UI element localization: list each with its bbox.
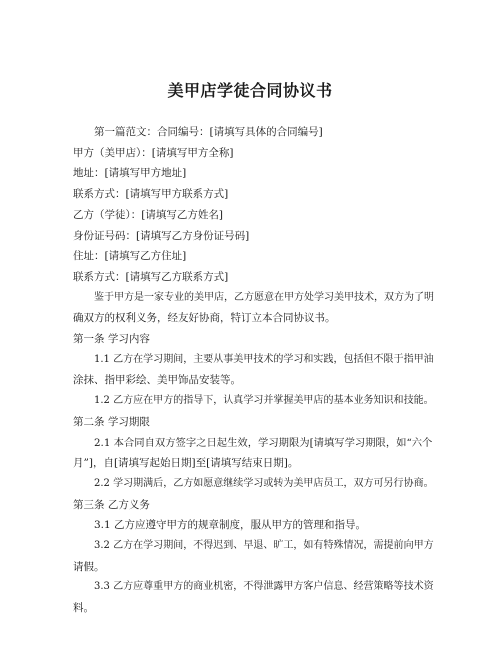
document-line: 涂抹、指甲彩绘、美甲饰品安装等。 — [73, 374, 241, 387]
document-line: 第三条 乙方义务 — [73, 498, 150, 511]
document-line: 月”]，自[请填写起始日期]至[请填写结束日期]。 — [73, 457, 299, 470]
document-line: 3.3 乙方应尊重甲方的商业机密，不得泄露甲方客户信息、经营策略等技术资 — [94, 581, 434, 593]
document-line: 请假。 — [73, 560, 105, 573]
document-line: 联系方式：[请填写乙方联系方式] — [73, 270, 229, 283]
document-line: 2.1 本合同自双方签字之日起生效，学习期限为[请填写学习期限，如“六个 — [94, 436, 433, 449]
document-line: 鉴于甲方是一家专业的美甲店，乙方愿意在甲方处学习美甲技术，双方为了明 — [94, 291, 434, 303]
document-title: 美甲店学徒合同协议书 — [167, 81, 333, 100]
document-line: 第一篇范文：合同编号：[请填写具体的合同编号] — [94, 126, 323, 138]
document-line: 联系方式：[请填写甲方联系方式] — [73, 188, 229, 201]
document-line: 住址：[请填写乙方住址] — [73, 250, 187, 263]
document-line: 3.1 乙方应遵守甲方的规章制度，服从甲方的管理和指导。 — [94, 519, 367, 532]
document-line: 甲方（美甲店）：[请填写甲方全称] — [73, 146, 234, 159]
document-line: 第一条 学习内容 — [73, 333, 150, 346]
document-line: 乙方（学徒）：[请填写乙方姓名] — [73, 208, 223, 221]
document-line: 身份证号码：[请填写乙方身份证号码] — [73, 229, 250, 242]
document-line: 1.2 乙方应在甲方的指导下，认真学习并掌握美甲店的基本业务知识和技能。 — [94, 395, 434, 407]
document-line: 1.1 乙方在学习期间，主要从事美甲技术的学习和实践，包括但不限于指甲油 — [94, 353, 434, 365]
document-line: 第二条 学习期限 — [73, 415, 150, 428]
document-line: 3.2 乙方在学习期间，不得迟到、早退、旷工，如有特殊情况，需提前向甲方 — [94, 540, 434, 552]
document-line: 确双方的权利义务，经友好协商，特订立本合同协议书。 — [73, 312, 336, 325]
document-body — [73, 122, 433, 619]
document-line: 2.2 学习期满后，乙方如愿意继续学习或转为美甲店员工，双方可另行协商。 — [94, 477, 434, 489]
document-line: 地址：[请填写甲方地址] — [73, 167, 187, 180]
document-line: 料。 — [73, 602, 94, 615]
